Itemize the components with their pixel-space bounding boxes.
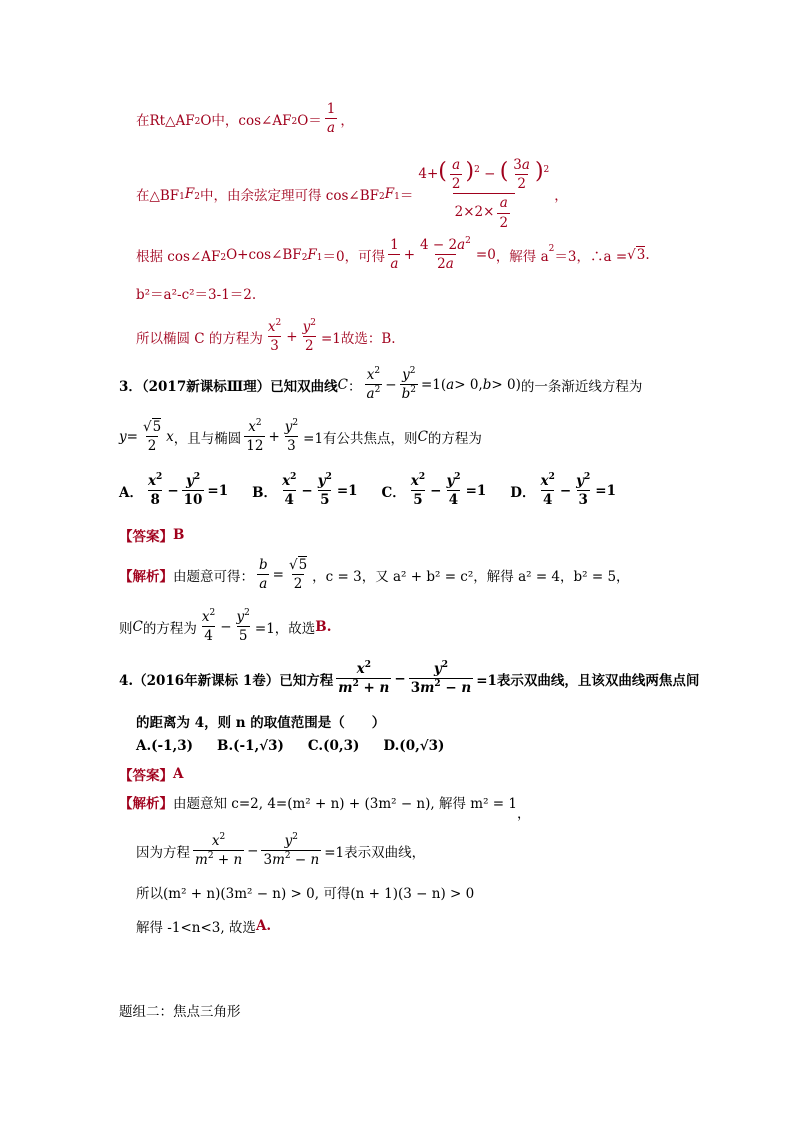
q3-stem-line-2: y = $\frac{√5}{2}$ x ，且与椭圆 $\frac{x^2}{12}$ + $\frac{y^2}{3}$ =1有公共焦点，则 C 的方程为	[119, 418, 482, 455]
sol-text: 所以椭圆 C 的方程为	[136, 330, 263, 347]
sol-text: ，解得 a	[495, 248, 549, 265]
q3-stem-line-1: 3．（2017新课标Ⅲ理）已知双曲线 C ： $\frac{x^2}{a^2}$ − $\frac{y^2}{b^2}$ =1( a > 0, b > 0) 的一条渐近线方程为	[119, 366, 643, 403]
analysis-text: =1表示双曲线，	[324, 844, 426, 861]
analysis-text: =1，故选	[254, 620, 316, 637]
answer-label: 【答案】	[119, 529, 173, 545]
sol-text: .	[645, 246, 650, 263]
analysis-text: 由题意知 c=2, 4=(m² + n) + (3m² − n), 解得 m² = 1	[173, 796, 517, 812]
q3-analysis-line-1: 【解析】 由题意可得： $\frac{b}{a}$ = $\frac{√5}{2}$ ，c = 3，又 a² + b² = c²，解得 a² = 4，b² = 5，	[119, 557, 630, 593]
q3-stem: =1有公共焦点，则	[303, 430, 418, 447]
q4-stem-line-1: 4.（2016年新课标 1卷）已知方程 $\frac{x^2}{m^2 + n}$ − $\frac{y^2}{3m^2 - n}$ =1表示双曲线，且该双曲线两焦点间	[119, 660, 700, 697]
fraction: $\frac{y^2}{2}$	[302, 318, 316, 355]
q4-stem: 的距离为 4，则 n 的取值范围是（ ）	[136, 715, 386, 731]
q4-stem: 4.（2016年新课标 1卷）已知方程	[119, 672, 334, 689]
q4-options	[136, 738, 444, 754]
fraction: $\frac{y^2}{b^2}$	[401, 366, 416, 403]
sol-text: ，	[554, 187, 568, 204]
answer-label: 【答案】	[119, 768, 173, 784]
sol-text: =1故选：B.	[320, 330, 396, 347]
analysis-choice: A.	[255, 918, 272, 934]
fraction: $\frac{x^2}{4}$	[540, 472, 555, 509]
sol-text: b²＝a²-c²＝3-1＝2.	[136, 287, 257, 303]
analysis-text: 因为方程	[136, 844, 190, 861]
fraction: $\frac{x^2}{m^2 + n}$	[338, 660, 390, 697]
sol-text: O+cos∠BF	[226, 246, 302, 263]
fraction: $\frac{x^2}{4}$	[282, 472, 297, 509]
sol-line-5: 所以椭圆 C 的方程为 $\frac{x^2}{3}$ + $\frac{y^2}{2}$ =1故选：B.	[136, 318, 396, 355]
sol-line-3: 根据 cos∠AF 2 O+cos∠BF 2 F 1 ＝0，可得 $\frac{1}{a}$ + $\frac{4 - 2a^2}{2a}$ =0 ，解得 a 2 ＝3，∴a = √ 3 .	[136, 236, 650, 273]
option-b: B.(-1,√3)	[217, 738, 284, 754]
q4-stem: =1表示双曲线，且该双曲线两焦点间	[476, 672, 700, 689]
analysis-choice: B.	[315, 618, 332, 635]
q4-analysis-line-2: 因为方程 $\frac{x^2}{m^2 + n}$ − $\frac{y^2}{3m^2 - n}$ =1表示双曲线，	[136, 832, 426, 869]
fraction: $\frac{√5}{2}$	[142, 419, 162, 455]
sol-line-1: 在Rt△AF 2 O中，cos∠AF 2 O＝ $\frac{1}{a}$ ，	[136, 101, 354, 137]
option-label: D．	[510, 484, 536, 501]
fraction: $\frac{4 - 2a^2}{2a}$	[420, 236, 471, 273]
analysis-text: 由题意可得：	[173, 568, 254, 585]
analysis-text: 则	[119, 620, 133, 637]
sol-text: O中，cos∠AF	[200, 112, 292, 129]
q4-answer	[119, 764, 183, 784]
option-label: C．	[381, 484, 406, 501]
fraction: $\frac{x^2}{12}$	[246, 418, 264, 455]
fraction: $\frac{y^2}{3m^2 - n}$	[263, 832, 320, 869]
q3-analysis-line-2: 则 C 的方程为 $\frac{x^2}{4}$ − $\frac{y^2}{5}$ =1，故选 B.	[119, 608, 332, 645]
q3-stem: 的方程为	[427, 430, 482, 447]
fraction: $\frac{y^2}{3}$	[284, 418, 299, 455]
fraction: $\frac{x^2}{4}$	[201, 608, 216, 645]
q4-analysis-line-1	[119, 792, 531, 822]
fraction: $\frac{1}{a}$	[390, 237, 399, 273]
sol-line-4	[136, 283, 256, 303]
group-heading-text: 题组二：焦点三角形	[119, 1004, 241, 1020]
fraction: $\frac{x^2}{8}$	[147, 472, 163, 509]
sol-text: 根据 cos∠AF	[136, 248, 221, 265]
sol-text: 在△BF	[136, 187, 180, 204]
fraction: $\frac{y^2}{3m^2 - n}$	[410, 660, 472, 697]
analysis-text: 解得 -1<n<3, 故选	[136, 920, 256, 936]
sol-text: ＝	[399, 187, 414, 204]
fraction: $\frac{b}{a}$	[259, 557, 268, 593]
fraction: $\frac{x^2}{3}$	[267, 318, 282, 355]
q3-options: A． $\frac{x^2}{8}$ − $\frac{y^2}{10}$ =1 B． $\frac{x^2}{4}$ − $\frac{y^2}{5}$ =1 C． $\frac{x^2}{5}$ − $\frac{y^2}{4}$ =1 D． $\frac{x^2}{4}$ − $\frac{y^2}{3}$ =1	[119, 472, 616, 509]
sol-text: 在Rt△AF	[136, 112, 195, 129]
answer-value: B	[173, 527, 185, 543]
q4-analysis-line-3	[136, 882, 474, 902]
option-label: B．	[252, 484, 278, 501]
cosine-fraction: 4+( $\frac{a}{2}$ )$^2$ − ( $\frac{3a}{2}$ )$^2$ 2×2× $\frac{a}{2}$	[418, 157, 550, 231]
sol-text: ＝3，∴a =	[554, 248, 628, 265]
sol-line-2: 在△BF 1 F 2 中，由余弦定理可得 cos∠BF 2 F 1 ＝ 4+( $\frac{a}{2}$ )$^2$ − ( $\frac{3a}{2}$ )$^2$ 2×2× $\frac{a}{2}$ ，	[136, 157, 568, 231]
sol-text: O＝	[297, 112, 322, 129]
answer-value: A	[173, 766, 184, 782]
q4-analysis-line-4	[136, 916, 271, 936]
fraction: $\frac{√5}{2}$	[288, 557, 308, 593]
fraction: $\frac{y^2}{5}$	[236, 608, 250, 645]
analysis-text: ，	[516, 806, 531, 822]
q3-stem: 3．（2017新课标Ⅲ理）已知双曲线	[119, 378, 338, 395]
option-c: C.(0,3)	[307, 738, 360, 754]
analysis-label: 【解析】	[119, 796, 173, 812]
sol-text: 中，由余弦定理可得 cos∠BF	[200, 187, 380, 204]
option-d: D.(0,√3)	[383, 738, 445, 754]
option-label: A．	[119, 484, 143, 501]
q3-stem: ，且与椭圆	[173, 430, 242, 447]
option-a: A.(-1,3)	[136, 738, 194, 754]
fraction: $\frac{1}{a}$	[326, 101, 336, 137]
fraction: $\frac{x^2}{5}$	[410, 472, 426, 509]
analysis-text: ，c = 3，又 a² + b² = c²，解得 a² = 4，b² = 5，	[312, 568, 630, 585]
q4-stem-line-2	[136, 711, 385, 731]
fraction: $\frac{x^2}{m^2 + n}$	[195, 832, 243, 869]
analysis-text: 所以(m² + n)(3m² − n) > 0, 可得(n + 1)(3 − n) > 0	[136, 886, 475, 902]
q3-stem: 的一条渐近线方程为	[520, 378, 643, 395]
q3-answer	[119, 525, 184, 545]
analysis-text: 的方程为	[142, 620, 197, 637]
analysis-label: 【解析】	[119, 568, 173, 585]
group-heading	[119, 1000, 241, 1020]
sol-text: ＝0，可得	[322, 248, 386, 265]
sol-text: ，	[340, 112, 354, 129]
fraction: $\frac{x^2}{a^2}$	[366, 366, 381, 403]
